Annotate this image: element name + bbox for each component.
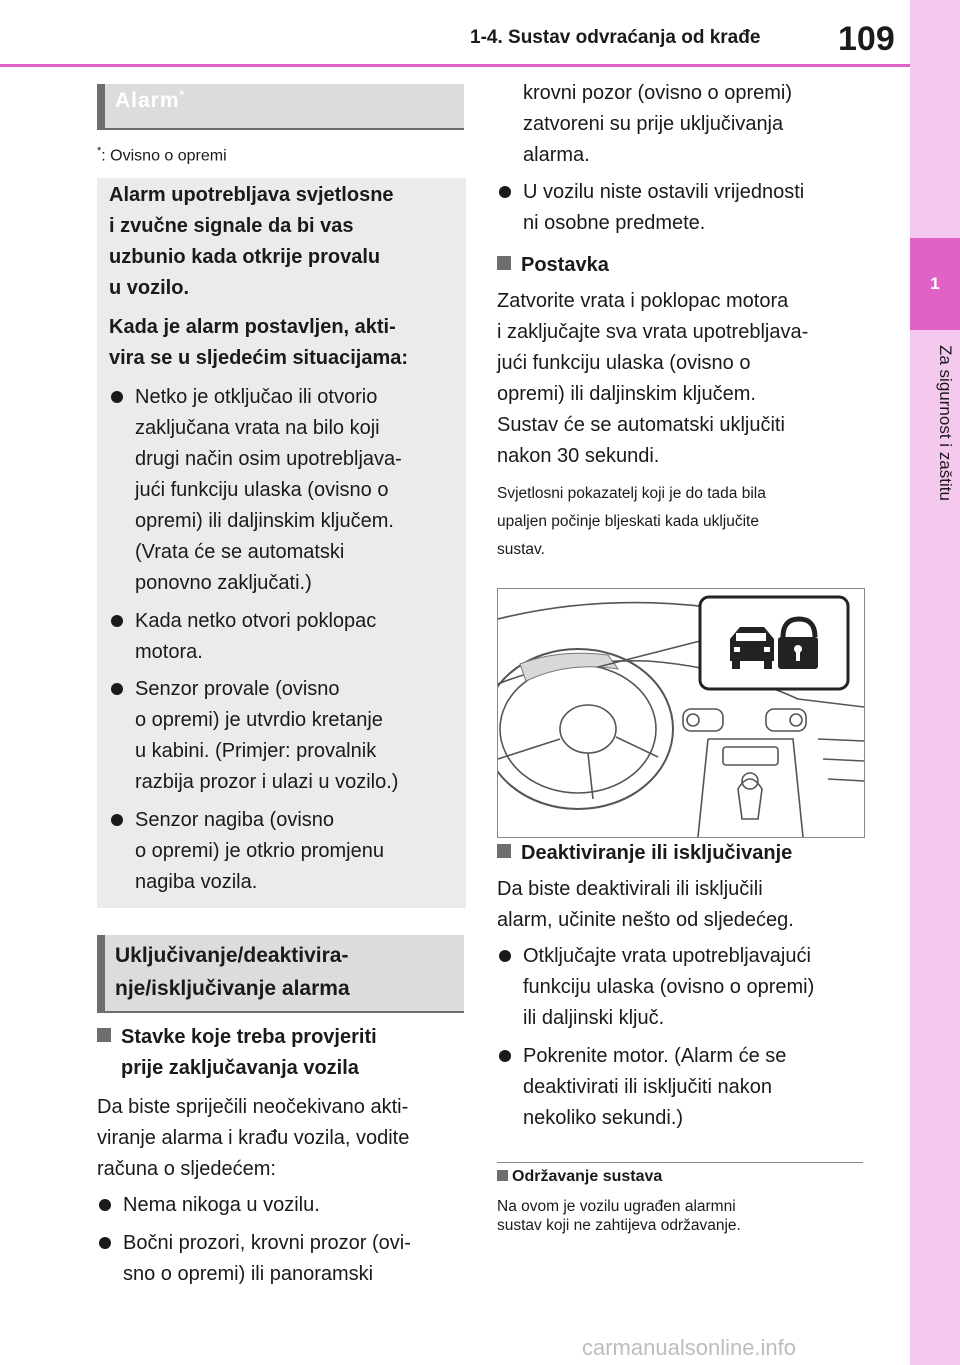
bullet-icon [111,615,123,627]
bullet-icon [99,1237,111,1249]
square-bullet-icon [497,1170,508,1181]
running-header: 1-4. Sustav odvraćanja od krađe [470,27,761,48]
activation-heading: Uključivanje/deaktivira- nje/isključivanje alarma [115,944,350,1000]
heading-underline [97,1011,464,1013]
watermark: carmanualsonline.info [582,1335,797,1360]
bullet-icon [499,1050,511,1062]
setting-note: Svjetlosni pokazatelj koji je do tada bila upaljen počinje bljeskati kada uključite sustav. [497,485,766,558]
dashboard-drawing [498,589,864,837]
maintenance-text: Na ovom je vozilu ugrađen alarmni sustav koji ne zahtijeva održavanje. [497,1198,741,1234]
bullet-icon [499,950,511,962]
header-rule [0,64,910,67]
check-intro: Da biste spriječili neočekivano akti- viranje alarma i krađu vozila, vodite računa o sljedećem: [97,1096,410,1180]
dashboard-illustration [497,588,865,838]
setting-text: Zatvorite vrata i poklopac motora i zaključajte sva vrata upotrebljava- jući funkciju ulaska (ovisno o opremi) ili daljinskim ključem. Sustav će se automatski uključiti nakon 30 sekundi. [497,290,809,467]
square-bullet-icon [497,844,511,858]
side-strip [910,0,960,1365]
bullet-icon [99,1199,111,1211]
note-divider [497,1162,863,1163]
info-trigger: Kada je alarm postavljen, akti- vira se u sljedećim situacijama: [109,316,409,369]
page-number: 109 [838,20,895,58]
footnote: *: Ovisno o opremi [97,145,227,165]
heading-underline [97,128,464,130]
bullet-icon [499,186,511,198]
chapter-number: 1 [930,274,940,293]
deactivation-intro: Da biste deaktivirali ili isključili alarm, učinite nešto od sljedećeg. [497,878,794,931]
chapter-title: Za sigurnost i zaštitu [936,345,955,501]
bullet-icon [111,814,123,826]
check-bullet-continuation: krovni pozor (ovisno o opremi) zatvoreni su prije uključivanja alarma. [523,82,792,166]
bullet-icon [111,683,123,695]
alarm-heading: Alarm* [115,88,186,112]
maintenance-heading: Održavanje sustava [497,1168,662,1186]
square-bullet-icon [497,256,511,270]
square-bullet-icon [97,1028,111,1042]
bullet-icon [111,391,123,403]
info-intro: Alarm upotrebljava svjetlosne i zvučne signale da bi vas uzbunio kada otkrije provalu u vozilo. [109,184,394,299]
